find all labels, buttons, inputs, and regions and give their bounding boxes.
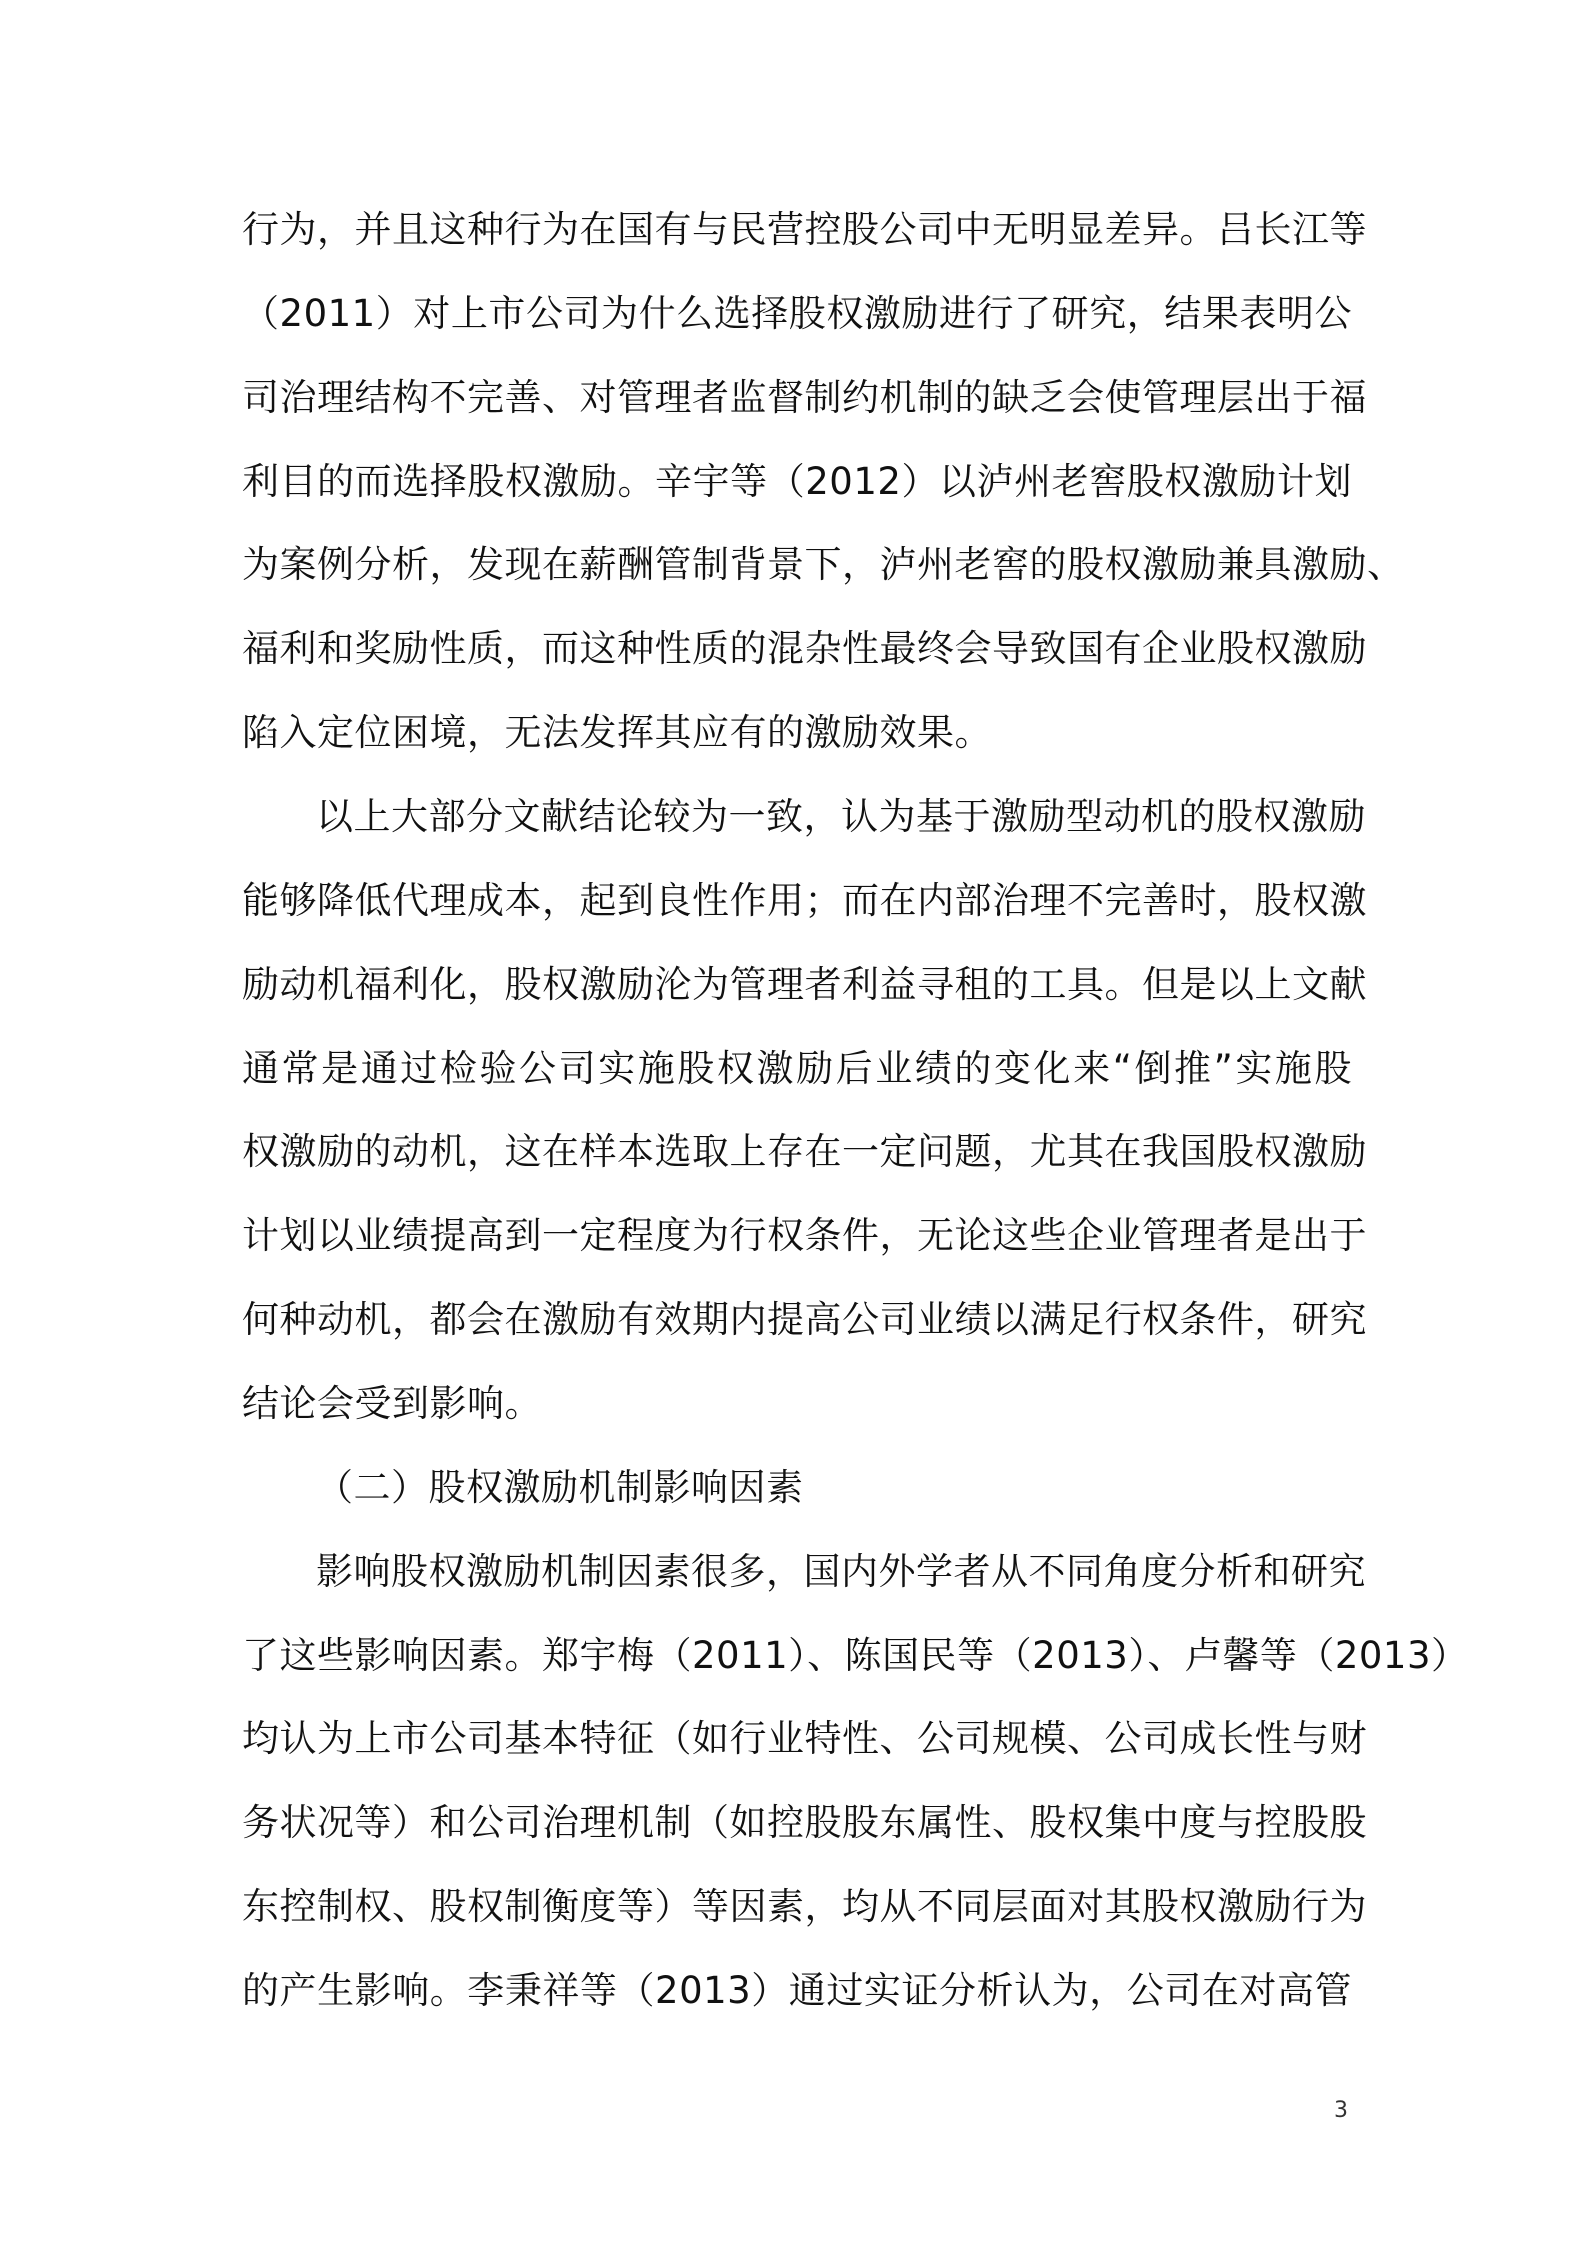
paragraph-2-line-6: 计划以业绩提高到一定程度为行权条件，无论这些企业管理者是出于 bbox=[242, 1214, 1367, 1257]
paragraph-1-line-6: 福利和奖励性质，而这种性质的混杂性最终会导致国有企业股权激励 bbox=[242, 627, 1367, 670]
paragraph-3-line-4: 务状况等）和公司治理机制（如控股股东属性、股权集中度与控股股 bbox=[242, 1801, 1367, 1844]
paragraph-1-line-2: （2011）对上市公司为什么选择股权激励进行了研究，结果表明公 bbox=[242, 292, 1352, 335]
paragraph-2-line-5: 权激励的动机，这在样本选取上存在一定问题，尤其在我国股权激励 bbox=[242, 1130, 1367, 1173]
paragraph-2-line-4: 通常是通过检验公司实施股权激励后业绩的变化来“倒推”实施股 bbox=[242, 1047, 1352, 1090]
paragraph-3-line-6: 的产生影响。李秉祥等（2013）通过实证分析认为，公司在对高管 bbox=[242, 1969, 1352, 2012]
paragraph-1-line-1: 行为，并且这种行为在国有与民营控股公司中无明显差异。吕长江等 bbox=[242, 208, 1367, 251]
paragraph-2-line-7: 何种动机，都会在激励有效期内提高公司业绩以满足行权条件，研究 bbox=[242, 1298, 1367, 1341]
page-number: 3 bbox=[1334, 2098, 1348, 2123]
paragraph-1-line-4: 利目的而选择股权激励。辛宇等（2012）以泸州老窖股权激励计划 bbox=[242, 460, 1352, 503]
paragraph-2-line-3: 励动机福利化，股权激励沦为管理者利益寻租的工具。但是以上文献 bbox=[242, 963, 1367, 1006]
paragraph-1-line-3: 司治理结构不完善、对管理者监督制约机制的缺乏会使管理层出于福 bbox=[242, 376, 1367, 419]
paragraph-2-line-1: 以上大部分文献结论较为一致，认为基于激励型动机的股权激励 bbox=[316, 795, 1366, 838]
paragraph-1-line-5: 为案例分析，发现在薪酬管制背景下，泸州老窖的股权激励兼具激励、 bbox=[242, 543, 1405, 586]
paragraph-3-line-2: 了这些影响因素。郑宇梅（2011）、陈国民等（2013）、卢馨等（2013） bbox=[242, 1634, 1469, 1677]
paragraph-3-line-3: 均认为上市公司基本特征（如行业特性、公司规模、公司成长性与财 bbox=[242, 1717, 1367, 1760]
paragraph-3-line-1: 影响股权激励机制因素很多，国内外学者从不同角度分析和研究 bbox=[316, 1550, 1366, 1593]
paragraph-2-line-2: 能够降低代理成本，起到良性作用；而在内部治理不完善时，股权激 bbox=[242, 879, 1367, 922]
paragraph-3-line-5: 东控制权、股权制衡度等）等因素，均从不同层面对其股权激励行为 bbox=[242, 1885, 1367, 1928]
paragraph-2-line-8: 结论会受到影响。 bbox=[242, 1382, 542, 1425]
section-heading: （二）股权激励机制影响因素 bbox=[316, 1466, 804, 1509]
paragraph-1-line-7: 陷入定位困境，无法发挥其应有的激励效果。 bbox=[242, 711, 992, 754]
